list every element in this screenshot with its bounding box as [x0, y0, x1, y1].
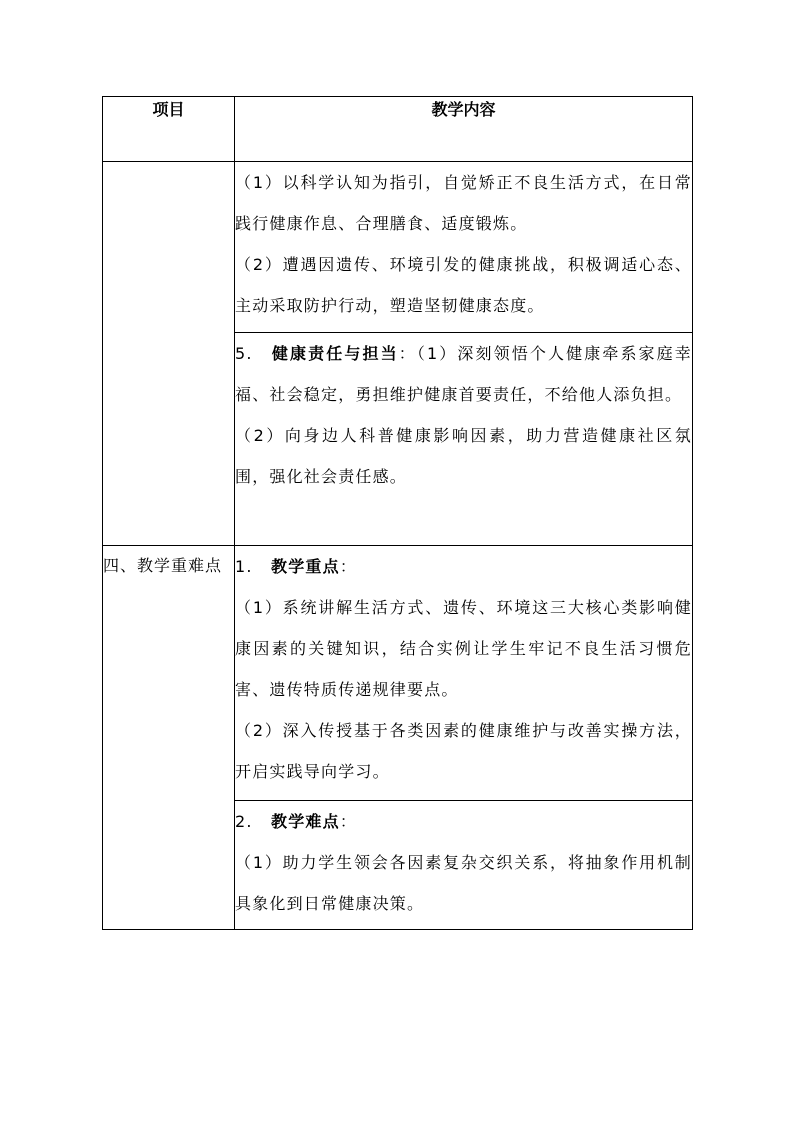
- item-number: 1.: [235, 557, 253, 576]
- colon: ：: [339, 557, 358, 576]
- colon: ：: [339, 812, 358, 831]
- section-title: 教学难点: [271, 812, 340, 831]
- item-cell-section-4: 四、教学重难点: [103, 546, 235, 930]
- paragraph: （1）系统讲解生活方式、遗传、环境这三大核心类影响健康因素的关键知识，结合实例让学生牢记不良生活习惯危害、遗传特质传递规律要点。: [235, 598, 692, 699]
- content-cell: [235, 801, 693, 930]
- content-cell: [235, 546, 693, 801]
- item-cell-empty: [103, 162, 235, 546]
- table-header-row: [103, 97, 693, 162]
- content-cell: [235, 162, 693, 333]
- paragraph: [235, 546, 692, 587]
- paragraph: [235, 801, 692, 842]
- paragraph: （1）以科学认知为指引，自觉矫正不良生活方式，在日常践行健康作息、合理膳食、适度锻炼。: [235, 173, 692, 233]
- paragraph: （1）助力学生领会各因素复杂交织关系，将抽象作用机制具象化到日常健康决策。: [235, 853, 692, 913]
- header-item: 项目: [103, 97, 235, 162]
- header-content: 教学内容: [235, 97, 693, 162]
- item-number: 2.: [235, 812, 253, 831]
- table-row: [103, 546, 693, 801]
- separator: ：: [398, 344, 417, 363]
- section-title: 健康责任与担当: [271, 344, 399, 363]
- table-row: [103, 162, 693, 333]
- paragraph: [235, 333, 692, 415]
- content-cell: [235, 333, 693, 546]
- paragraph: （2）向身边人科普健康影响因素，助力营造健康社区氛围，强化社会责任感。: [235, 426, 692, 486]
- paragraph: （2）遭遇因遗传、环境引发的健康挑战，积极调适心态、主动采取防护行动，塑造坚韧健康态度。: [235, 255, 692, 315]
- paragraph-text: （1）深刻领悟个人健康牵系家庭幸福、社会稳定，勇担维护健康首要责任，不给他人添负担。: [235, 344, 692, 404]
- lesson-plan-table: [102, 96, 693, 930]
- section-title: 教学重点: [271, 557, 340, 576]
- paragraph: （2）深入传授基于各类因素的健康维护与改善实操方法，开启实践导向学习。: [235, 721, 692, 781]
- item-number: 5.: [235, 344, 253, 363]
